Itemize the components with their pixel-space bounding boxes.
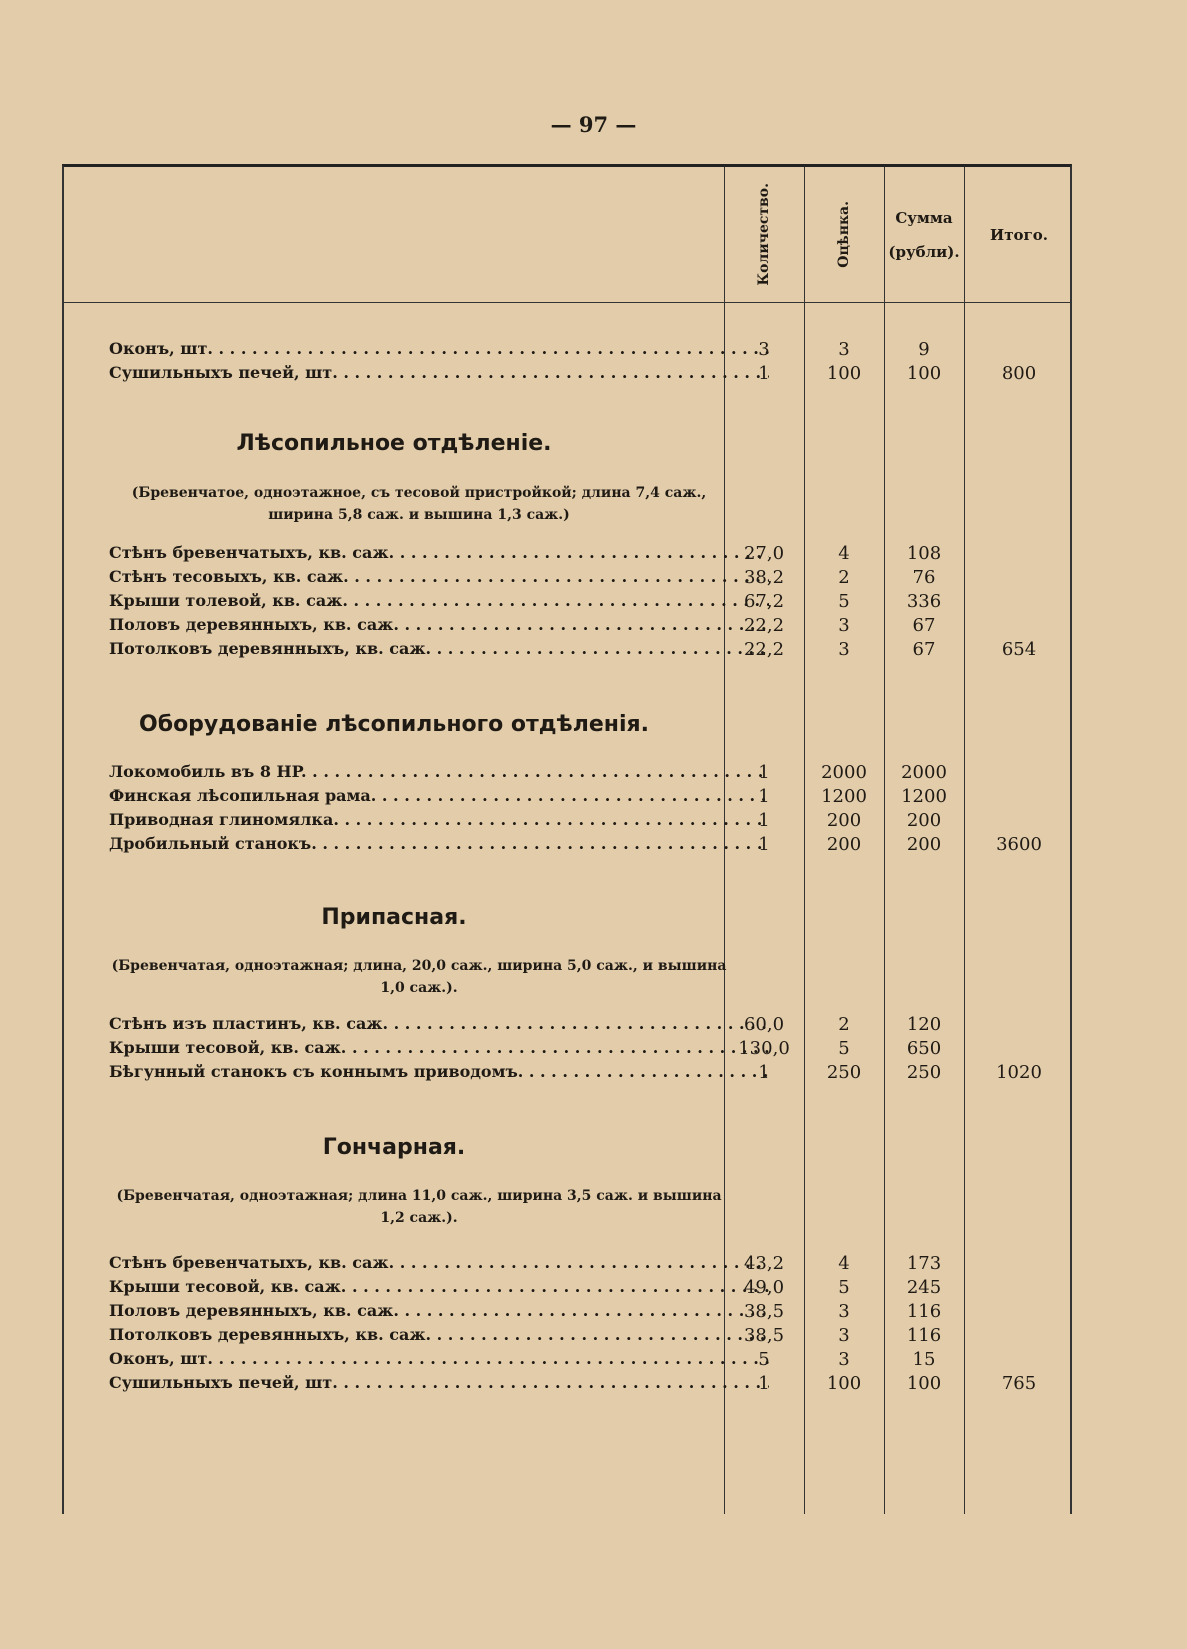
item-name: Приводная глиномялка. . . .: [109, 810, 769, 829]
table-row: [64, 1062, 1074, 1087]
sum-cell: 15: [912, 1349, 936, 1370]
qty-cell: 1: [758, 810, 770, 831]
table-row: [64, 1038, 1074, 1063]
section-title: Лѣсопильное отдѣленіе.: [236, 431, 552, 456]
qty-cell: 1: [758, 363, 770, 384]
total-cell: 800: [1001, 363, 1037, 384]
table-row: [64, 1325, 1074, 1350]
table-row: [64, 363, 1074, 388]
item-name: Оконъ, шт. . . .: [109, 1349, 769, 1368]
section-title: Припасная.: [321, 905, 467, 930]
table-row: [64, 1373, 1074, 1398]
rate-cell: 5: [838, 1038, 850, 1059]
item-name: Стѣнъ бревенчатыхъ, кв. саж. . . .: [109, 1253, 769, 1272]
item-name: Стѣнъ изъ пластинъ, кв. саж. . . .: [109, 1014, 769, 1033]
sum-cell: 116: [906, 1301, 942, 1322]
table-row: [64, 339, 1074, 364]
rate-cell: 200: [826, 810, 862, 831]
rate-cell: 1200: [821, 786, 867, 807]
rate-cell: 3: [838, 615, 850, 636]
qty-cell: 130,0: [738, 1038, 790, 1059]
sum-cell: 108: [906, 543, 942, 564]
table-row: [64, 591, 1074, 616]
sum-cell: 67: [912, 639, 936, 660]
qty-cell: 3: [758, 339, 770, 360]
qty-cell: 38,5: [743, 1301, 785, 1322]
item-name: Крыши тесовой, кв. саж. . . .: [109, 1038, 769, 1057]
qty-cell: 22,2: [743, 639, 785, 660]
section-note: (Бревенчатое, одноэтажное, съ тесовой пристройкой; длина 7,4 саж., ширина 5,8 саж. и вышина 1,3 саж.): [131, 485, 707, 523]
sum-cell: 173: [906, 1253, 942, 1274]
item-name: Оконъ, шт. . . .: [109, 339, 769, 358]
sum-cell: 200: [906, 834, 942, 855]
table-row: [64, 786, 1074, 811]
rate-cell: 200: [826, 834, 862, 855]
table-row: [64, 1349, 1074, 1374]
table-row: [64, 834, 1074, 859]
section-note: (Бревенчатая, одноэтажная; длина 11,0 саж., ширина 3,5 саж. и вышина 1,2 саж.).: [116, 1188, 722, 1226]
table-row: [64, 1253, 1074, 1278]
rate-cell: 3: [838, 339, 850, 360]
item-name: Крыши толевой, кв. саж. . . .: [109, 591, 769, 610]
rate-cell: 2000: [821, 762, 867, 783]
item-name: Локомобиль въ 8 HP. . . .: [109, 762, 769, 781]
total-cell: 654: [1001, 639, 1037, 660]
section-title: Оборудованіе лѣсопильного отдѣленія.: [139, 712, 649, 737]
sum-cell: 245: [906, 1277, 942, 1298]
qty-cell: 38,5: [743, 1325, 785, 1346]
item-name: Потолковъ деревянныхъ, кв. саж. . . .: [109, 1325, 769, 1344]
qty-cell: 27,0: [743, 543, 785, 564]
item-name: Сушильныхъ печей, шт. . . .: [109, 363, 769, 382]
item-name: Половъ деревянныхъ, кв. саж. . . .: [109, 615, 769, 634]
rate-cell: 3: [838, 1301, 850, 1322]
item-name: Потолковъ деревянныхъ, кв. саж. . . .: [109, 639, 769, 658]
total-cell: 765: [1001, 1373, 1037, 1394]
qty-cell: 5: [758, 1349, 770, 1370]
table-row: [64, 615, 1074, 640]
sum-cell: 116: [906, 1325, 942, 1346]
rate-cell: 2: [838, 1014, 850, 1035]
qty-cell: 1: [758, 786, 770, 807]
rate-cell: 5: [838, 591, 850, 612]
qty-cell: 43,2: [743, 1253, 785, 1274]
rate-cell: 4: [838, 543, 850, 564]
item-name: Крыши тесовой, кв. саж. . . .: [109, 1277, 769, 1296]
header-rate: Оцѣнка.: [836, 201, 852, 268]
qty-cell: 67,2: [743, 591, 785, 612]
sum-cell: 200: [906, 810, 942, 831]
header-total: Итого.: [990, 225, 1048, 244]
sum-cell: 76: [912, 567, 936, 588]
qty-cell: 1: [758, 834, 770, 855]
rate-cell: 3: [838, 1349, 850, 1370]
sum-cell: 67: [912, 615, 936, 636]
item-name: Бѣгунный станокъ съ коннымъ приводомъ. . . .: [109, 1062, 769, 1081]
rate-cell: 3: [838, 639, 850, 660]
table-row: [64, 1301, 1074, 1326]
qty-cell: 22,2: [743, 615, 785, 636]
item-name: Стѣнъ тесовыхъ, кв. саж. . . .: [109, 567, 769, 586]
table-row: [64, 810, 1074, 835]
table-row: [64, 762, 1074, 787]
qty-cell: 38,2: [743, 567, 785, 588]
qty-cell: 1: [758, 762, 770, 783]
sum-cell: 9: [918, 339, 930, 360]
sum-cell: 100: [906, 363, 942, 384]
table-row: [64, 1014, 1074, 1039]
item-name: Финская лѣсопильная рама. . . .: [109, 786, 769, 805]
sum-cell: 650: [906, 1038, 942, 1059]
table-row: [64, 567, 1074, 592]
rate-cell: 100: [826, 363, 862, 384]
total-cell: 1020: [996, 1062, 1042, 1083]
qty-cell: 60,0: [743, 1014, 785, 1035]
section-title: Гончарная.: [322, 1135, 466, 1160]
sum-cell: 120: [906, 1014, 942, 1035]
rate-cell: 4: [838, 1253, 850, 1274]
page-number: — 97 —: [550, 112, 637, 137]
sum-cell: 250: [906, 1062, 942, 1083]
rate-cell: 250: [826, 1062, 862, 1083]
qty-cell: 49,0: [743, 1277, 785, 1298]
sum-cell: 100: [906, 1373, 942, 1394]
item-name: Дробильный станокъ. . . .: [109, 834, 769, 853]
header-qty: Количество.: [756, 183, 772, 286]
item-name: Стѣнъ бревенчатыхъ, кв. саж. . . .: [109, 543, 769, 562]
rate-cell: 5: [838, 1277, 850, 1298]
sum-cell: 1200: [901, 786, 947, 807]
item-name: Половъ деревянныхъ, кв. саж. . . .: [109, 1301, 769, 1320]
sum-cell: 2000: [901, 762, 947, 783]
qty-cell: 1: [758, 1062, 770, 1083]
item-name: Сушильныхъ печей, шт. . . .: [109, 1373, 769, 1392]
total-cell: 3600: [996, 834, 1042, 855]
table-row: [64, 543, 1074, 568]
table-row: [64, 639, 1074, 664]
rate-cell: 3: [838, 1325, 850, 1346]
header-sum: Сумма (рубли).: [888, 208, 960, 261]
qty-cell: 1: [758, 1373, 770, 1394]
sum-cell: 336: [906, 591, 942, 612]
header-divider: [64, 302, 1070, 303]
rate-cell: 2: [838, 567, 850, 588]
estimate-table: [62, 164, 1072, 1514]
table-row: [64, 1277, 1074, 1302]
section-note: (Бревенчатая, одноэтажная; длина, 20,0 саж., ширина 5,0 саж., и вышина 1,0 саж.).: [111, 958, 727, 996]
rate-cell: 100: [826, 1373, 862, 1394]
